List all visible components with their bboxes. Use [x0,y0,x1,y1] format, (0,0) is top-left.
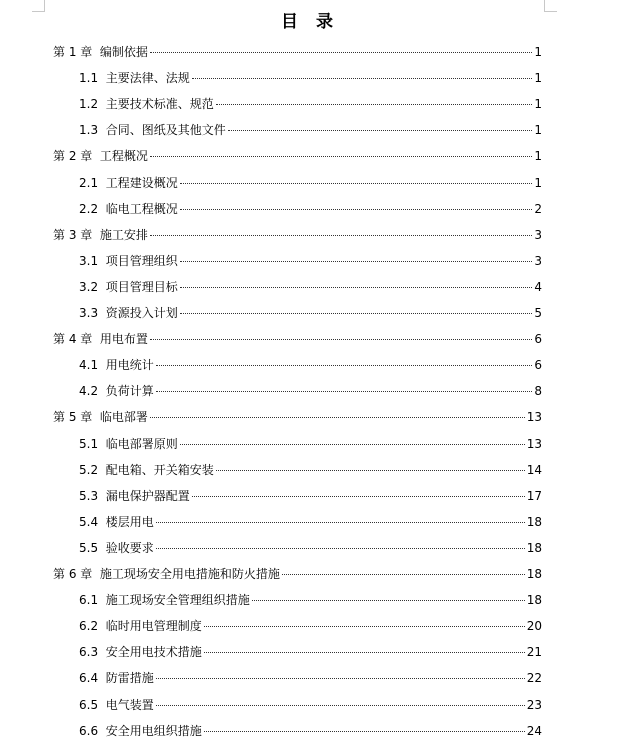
toc-entry-title: 主要法律、法规 [105,71,190,86]
toc-dot-leader [204,626,525,627]
toc-dot-leader [204,652,525,653]
toc-page-number: 13 [526,436,542,451]
toc-dot-leader [180,183,532,184]
toc-dot-leader [156,705,525,706]
toc-section-entry[interactable] [79,540,542,556]
toc-entry-number: 2.2 [79,201,99,216]
toc-entry-number: 6.2 [79,619,99,634]
toc-dot-leader [192,496,525,497]
toc-chapter-entry[interactable] [53,148,542,164]
toc-page-number: 1 [534,45,542,59]
toc-entry-title: 用电统计 [105,358,154,373]
toc-dot-leader [180,261,532,262]
toc-section-entry[interactable] [79,122,542,138]
toc-entry-number: 第 2 章 [53,149,93,164]
toc-dot-leader [228,130,532,131]
toc-entry-gap [98,462,106,478]
toc-entry-gap [98,253,106,269]
toc-entry-title: 合同、图纸及其他文件 [105,123,226,138]
toc-dot-leader [150,156,532,157]
toc-page-number: 13 [526,410,542,425]
toc-entry-gap [98,644,106,660]
toc-entry-gap [98,670,106,686]
toc-entry-gap [98,122,106,138]
toc-entry-number: 第 6 章 [53,567,93,581]
toc-entry-title: 负荷计算 [105,384,154,399]
toc-entry-gap [98,383,106,399]
toc-page-number: 3 [534,227,542,242]
toc-section-entry[interactable] [79,723,542,739]
toc-section-entry[interactable] [79,592,542,608]
toc-page-number: 1 [534,123,542,138]
toc-dot-leader [156,522,525,523]
toc-section-entry[interactable] [79,383,542,399]
toc-entry-number: 第 4 章 [53,332,93,347]
toc-entry-title: 施工安排 [99,227,148,242]
toc-entry-number: 6.4 [79,671,99,686]
toc-page-number: 23 [526,697,542,712]
toc-page-number: 1 [534,71,542,86]
toc-entry-number: 3.2 [79,279,99,294]
toc-dot-leader [192,78,532,79]
toc-entry-number: 6.6 [79,723,99,738]
toc-page-number: 2 [534,201,542,216]
toc-page-number: 24 [526,723,542,738]
toc-entry-number: 5.2 [79,462,99,477]
toc-dot-leader [180,313,532,314]
toc-page-number: 5 [534,306,542,320]
toc-entry-number: 4.2 [79,384,99,399]
toc-entry-gap [98,436,106,452]
toc-entry-gap [98,618,106,634]
toc-entry-title: 安全用电技术措施 [105,645,202,660]
toc-entry-number: 2.1 [79,175,99,190]
toc-chapter-entry[interactable] [53,331,542,347]
toc-entry-gap [98,175,106,191]
toc-chapter-entry[interactable] [53,566,542,582]
toc-entry-gap [98,96,106,112]
toc-entry-title: 项目管理组织 [105,253,178,268]
toc-dot-leader [252,600,525,601]
toc-entry-title: 临电部署 [99,410,148,425]
toc-dot-leader [156,391,532,392]
toc-section-entry[interactable] [79,253,542,269]
toc-section-entry[interactable] [79,644,542,660]
toc-entry-title: 临电部署原则 [105,436,178,451]
toc-entry-title: 工程建设概况 [105,175,178,190]
toc-entry-gap [98,592,106,608]
toc-entry-gap [98,279,106,295]
toc-page-number: 20 [526,619,542,634]
toc-entry-number: 1.3 [79,123,99,138]
toc-entry-title: 防雷措施 [105,671,154,686]
toc-section-entry[interactable] [79,305,542,321]
toc-dot-leader [156,365,532,366]
toc-entry-number: 5.3 [79,488,99,503]
toc-entry-gap [98,697,106,713]
toc-entry-number: 5.5 [79,540,99,555]
toc-page-number: 17 [526,488,542,503]
toc-chapter-entry[interactable] [53,409,542,425]
toc-entry-title: 验收要求 [105,540,154,555]
toc-entry-title: 临电工程概况 [105,201,178,216]
toc-dot-leader [180,287,532,288]
toc-section-entry[interactable] [79,201,542,217]
toc-entry-title: 配电箱、开关箱安装 [105,462,214,477]
toc-entry-title: 用电布置 [99,332,148,347]
toc-entry-number: 1.2 [79,97,99,112]
toc-entry-title: 编制依据 [99,45,148,59]
toc-entry-title: 项目管理目标 [105,279,178,294]
toc-dot-leader [150,52,532,53]
toc-entry-title: 施工现场安全管理组织措施 [105,593,250,608]
toc-section-entry[interactable] [79,70,542,86]
toc-section-entry[interactable] [79,488,542,504]
toc-entry-number: 第 3 章 [53,227,93,242]
toc-dot-leader [150,417,525,418]
toc-entry-title: 漏电保护器配置 [105,488,190,503]
toc-entry-number: 4.1 [79,358,99,373]
toc-page-number: 1 [534,149,542,164]
toc-entry-number: 3.3 [79,306,99,320]
toc-chapter-entry[interactable] [53,44,542,60]
toc-page-number: 18 [526,593,542,608]
toc-entry-gap [98,540,106,556]
toc-section-entry[interactable] [79,462,542,478]
toc-section-entry[interactable] [79,514,542,530]
toc-page-number: 8 [534,384,542,399]
toc-entry-number: 6.1 [79,593,99,608]
toc-entry-gap [98,201,106,217]
toc-entry-number: 5.1 [79,436,99,451]
toc-section-entry[interactable] [79,697,542,713]
toc-dot-leader [216,104,532,105]
toc-dot-leader [156,678,525,679]
toc-entry-gap [98,514,106,530]
toc-entry-number: 第 5 章 [53,410,93,425]
toc-section-entry[interactable] [79,279,542,295]
toc-section-entry[interactable] [79,175,542,191]
toc-page-number: 6 [534,332,542,347]
toc-section-entry[interactable] [79,670,542,686]
toc-entry-gap [98,723,106,739]
toc-entry-title: 临时用电管理制度 [105,619,202,634]
toc-entry-title: 资源投入计划 [105,306,178,320]
toc-dot-leader [204,731,525,732]
toc-dot-leader [216,470,525,471]
toc-page-number: 3 [534,253,542,268]
toc-entry-number: 3.1 [79,253,99,268]
toc-page-number: 18 [526,514,542,529]
toc-page-number: 18 [526,567,542,581]
toc-page-number: 18 [526,540,542,555]
toc-page-number: 4 [534,279,542,294]
toc-title: 目 录 [281,12,339,32]
toc-entry-title: 安全用电组织措施 [105,723,202,738]
toc-page-number: 21 [526,645,542,660]
toc-section-entry[interactable] [79,357,542,373]
toc-section-entry[interactable] [79,96,542,112]
toc-entry-number: 6.3 [79,645,99,660]
toc-dot-leader [150,235,532,236]
toc-dot-leader [282,574,525,575]
toc-dot-leader [180,209,532,210]
toc-entry-gap [98,305,106,321]
toc-dot-leader [150,339,532,340]
toc-entry-gap [98,357,106,373]
toc-entry-gap [92,331,100,347]
toc-dot-leader [180,444,525,445]
toc-entry-title: 电气装置 [105,697,154,712]
toc-entry-gap [92,148,100,164]
toc-entry-gap [98,488,106,504]
toc-entry-gap [98,70,106,86]
toc-page-number: 6 [534,358,542,373]
toc-entry-gap [92,227,100,243]
toc-dot-leader [156,548,525,549]
toc-entry-gap [92,409,100,425]
toc-page-number: 1 [534,97,542,112]
toc-entry-number: 第 1 章 [53,45,93,59]
toc-section-entry[interactable] [79,618,542,634]
toc-entry-number: 6.5 [79,697,99,712]
toc-entry-gap [92,566,100,582]
toc-entry-title: 主要技术标准、规范 [105,97,214,112]
toc-entry-title: 楼层用电 [105,514,154,529]
toc-entry-gap [92,44,100,60]
toc-entry-title: 工程概况 [99,149,148,164]
toc-section-entry[interactable] [79,436,542,452]
toc-page-number: 1 [534,175,542,190]
toc-entry-number: 5.4 [79,514,99,529]
toc-page-number: 14 [526,462,542,477]
toc-page-number: 22 [526,671,542,686]
toc-entry-number: 1.1 [79,71,99,86]
toc-entry-title: 施工现场安全用电措施和防火措施 [99,567,280,581]
toc-chapter-entry[interactable] [53,227,542,243]
